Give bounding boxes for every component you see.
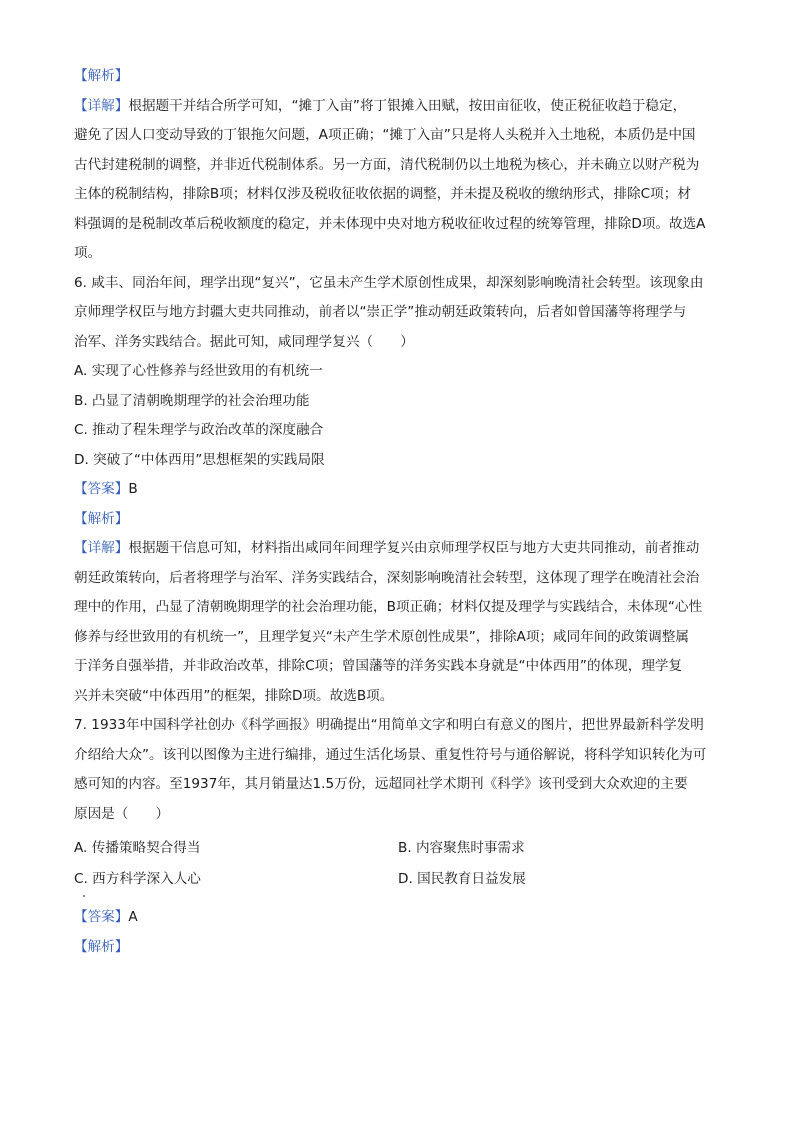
- q7-stem-line-4: 原因是（ ）: [74, 805, 170, 822]
- q7-stem-line-2: 介绍给大众”。该刊以图像为主进行编排，通过生活化场景、重复性符号与通俗解说，将科学知识转化为可: [74, 746, 707, 763]
- q6-stem-line-3: 治军、洋务实践结合。据此可知，咸同理学复兴（ ）: [74, 333, 414, 350]
- q6-answer: 【答案】B: [74, 481, 138, 497]
- q6-option-d: D. 突破了“中体西用”思想框架的实践局限: [74, 451, 325, 468]
- q7-stem-line-3: 感可知的内容。至1937年，其月销量达1.5万份，远超同社学术期刊《科学》该刊受到大众欢迎的主要: [74, 776, 688, 792]
- q5-detail-line-5: 料强调的是税制改革后税收额度的稳定，并未体现中央对地方税收征收过程的统筹管理，排除D项。故选A: [74, 215, 706, 232]
- q6-option-b: B. 凸显了清朝晚期理学的社会治理功能: [74, 392, 310, 409]
- q7-analysis-heading: 【解析】: [74, 938, 129, 955]
- q7-options-row-2: [74, 864, 722, 895]
- q5-detail-line-2: 避免了因人口变动导致的丁银拖欠问题，A项正确；“摊丁入亩”只是将人头税并入土地税，本质仍是中国: [74, 127, 696, 143]
- q6-detail-line-2: 朝廷政策转向，后者将理学与治军、洋务实践结合，深刻影响晚清社会转型，这体现了理学在晚清社会治: [74, 569, 700, 586]
- q6-option-a: A. 实现了心性修养与经世致用的有机统一: [74, 363, 323, 379]
- q5-detail-line-3: 古代封建税制的调整，并非近代税制体系。另一方面，清代税制仍以土地税为核心，并未确立以财产税为: [74, 156, 700, 173]
- q6-option-c: C. 推动了程朱理学与政治改革的深度融合: [74, 422, 324, 438]
- q7-option-d: D. 国民教育日益发展: [398, 871, 526, 887]
- q6-stem-line-2: 京师理学权臣与地方封疆大吏共同推动，前者以“崇正学”推动朝廷政策转向，后者如曾国藩等将理学与: [74, 304, 687, 320]
- q5-detail-line-1: 【详解】根据题干并结合所学可知，“摊丁入亩”将丁银摊入田赋，按田亩征收，使正税征收趋于稳定，: [74, 97, 687, 114]
- q6-detail-line-6: 兴并未突破“中体西用”的框架，排除D项。故选B项。: [74, 687, 394, 704]
- q7-stem-line-1: 7. 1933年中国科学社创办《科学画报》明确提出“用简单文字和明白有意义的图片，把世界最新科学发明: [74, 717, 704, 733]
- q6-detail-line-3: 理中的作用，凸显了清朝晚期理学的社会治理功能，B项正确；材料仅提及理学与实践结合，未体现“心性: [74, 599, 703, 615]
- q7-answer: 【答案】A: [74, 909, 138, 925]
- q7-options-row-1: [74, 833, 722, 864]
- q6-stem-line-1: 6. 咸丰、同治年间，理学出现“复兴”，它虽未产生学术原创性成果，却深刻影响晚清社会转型。该现象由: [74, 274, 704, 291]
- q6-detail-line-1: 【详解】根据题干信息可知，材料指出咸同年间理学复兴由京师理学权臣与地方大吏共同推动，前者推动: [74, 540, 700, 556]
- q7-option-c: C. 西方科学深入人心: [74, 871, 201, 887]
- q6-analysis-heading: 【解析】: [74, 510, 129, 527]
- q6-detail-line-4: 修养与经世致用的有机统一”，且理学复兴“未产生学术原创性成果”，排除A项；咸同年间的政策调整属: [74, 628, 689, 645]
- stray-dot: [74, 895, 722, 903]
- q7-option-a: A. 传播策略契合得当: [74, 840, 201, 856]
- q5-detail-line-6: 项。: [74, 245, 102, 261]
- q6-detail-line-5: 于洋务自强举措，并非政治改革，排除C项；曾国藩等的洋务实践本身就是“中体西用”的体现，理学复: [74, 658, 683, 674]
- q7-option-b: B. 内容聚焦时事需求: [398, 840, 525, 856]
- q5-detail-line-4: 主体的税制结构，排除B项；材料仅涉及税收征收依据的调整，并未提及税收的缴纳形式，排除C项；材: [74, 186, 691, 202]
- q5-analysis-heading: 【解析】: [74, 68, 129, 84]
- document-page: [74, 62, 722, 962]
